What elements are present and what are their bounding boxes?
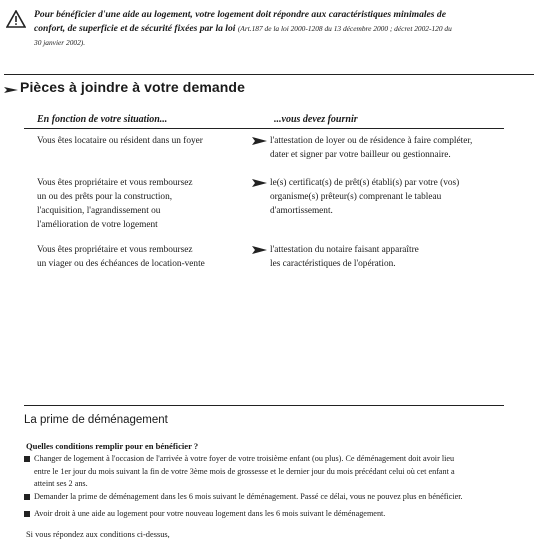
situation-line: l'amélioration de votre logement [37, 220, 158, 230]
notice-line-1: Pour bénéficier d'une aide au logement, votre logement doit répondre aux caractéristiques minimales de [34, 9, 446, 20]
condition-line: Demander la prime de déménagement dans les 6 mois suivant le déménagement. Passé ce délai, vous ne pouvez plus en bénéficier. [34, 492, 463, 501]
notice-line-2: confort, de superficie et de sécurité fixées par la loi [34, 23, 236, 34]
square-bullet-icon [24, 456, 30, 462]
conditions-subtitle: Quelles conditions remplir pour en bénéficier ? [26, 441, 199, 451]
situation-line: Vous êtes locataire ou résident dans un foyer [37, 136, 203, 146]
arrow-right-icon [252, 246, 267, 254]
document-line: le(s) certificat(s) de prêt(s) établi(s) par votre (vos) [270, 178, 460, 188]
section-title-moving-bonus: La prime de déménagement [24, 414, 168, 426]
condition-item [34, 508, 504, 521]
document-line: l'attestation du notaire faisant apparaître [270, 245, 419, 255]
situation-tenant [37, 134, 249, 148]
condition-item [34, 491, 504, 504]
header-divider [24, 128, 504, 129]
condition-line: entre le 1er jour du mois suivant la fin de votre 3ème mois de grossesse et le dernier jour du mois précédant celui où cet enfant a [34, 466, 455, 476]
arrow-right-icon [252, 179, 267, 187]
document-line: les caractéristiques de l'opération. [270, 259, 396, 269]
situation-line: Vous êtes propriétaire et vous remboursez [37, 178, 193, 188]
document-notary-certificate [270, 243, 510, 271]
situation-owner-loan [37, 176, 249, 232]
arrow-right-icon [252, 137, 267, 145]
condition-line: Changer de logement à l'occasion de l'arrivée à votre foyer de votre troisième enfant (ou plus). Ce déménagement doit avoir lieu [34, 454, 455, 463]
document-rent-certificate [270, 134, 510, 162]
document-line: dater et signer par votre bailleur ou gestionnaire. [270, 150, 451, 160]
document-line: l'attestation de loyer ou de résidence à faire compléter, [270, 136, 473, 146]
section-title: Pièces à joindre à votre demande [20, 79, 245, 95]
condition-line: atteint ses 2 ans. [34, 479, 88, 488]
document-line: organisme(s) prêteur(s) comprenant le tableau [270, 192, 442, 202]
arrow-right-icon [4, 86, 18, 94]
column-header-situation: En fonction de votre situation... [37, 114, 168, 125]
notice-reference: (Art.187 de la loi 2000-1208 du 13 décembre 2000 ; décret 2002-120 du [237, 24, 452, 33]
closing-text: Si vous répondez aux conditions ci-dessus, [26, 530, 170, 539]
square-bullet-icon [24, 494, 30, 500]
situation-line: Vous êtes propriétaire et vous remboursez [37, 245, 193, 255]
condition-line: Avoir droit à une aide au logement pour votre nouveau logement dans les 6 mois suivant le déménagement. [34, 509, 386, 518]
condition-item [34, 453, 504, 491]
situation-line: l'acquisition, l'agrandissement ou [37, 206, 161, 216]
column-header-documents: ...vous devez fournir [274, 114, 358, 125]
square-bullet-icon [24, 511, 30, 517]
situation-line: un ou des prêts pour la construction, [37, 192, 173, 202]
situation-line: un viager ou des échéances de location-vente [37, 259, 205, 269]
warning-triangle-icon [6, 10, 26, 28]
document-loan-certificate [270, 176, 510, 218]
section-divider [4, 74, 534, 75]
situation-owner-viager [37, 243, 249, 271]
document-line: d'amortissement. [270, 206, 333, 216]
section-divider [24, 405, 504, 406]
notice-text [34, 8, 524, 50]
notice-reference-end: 30 janvier 2002). [34, 38, 86, 47]
